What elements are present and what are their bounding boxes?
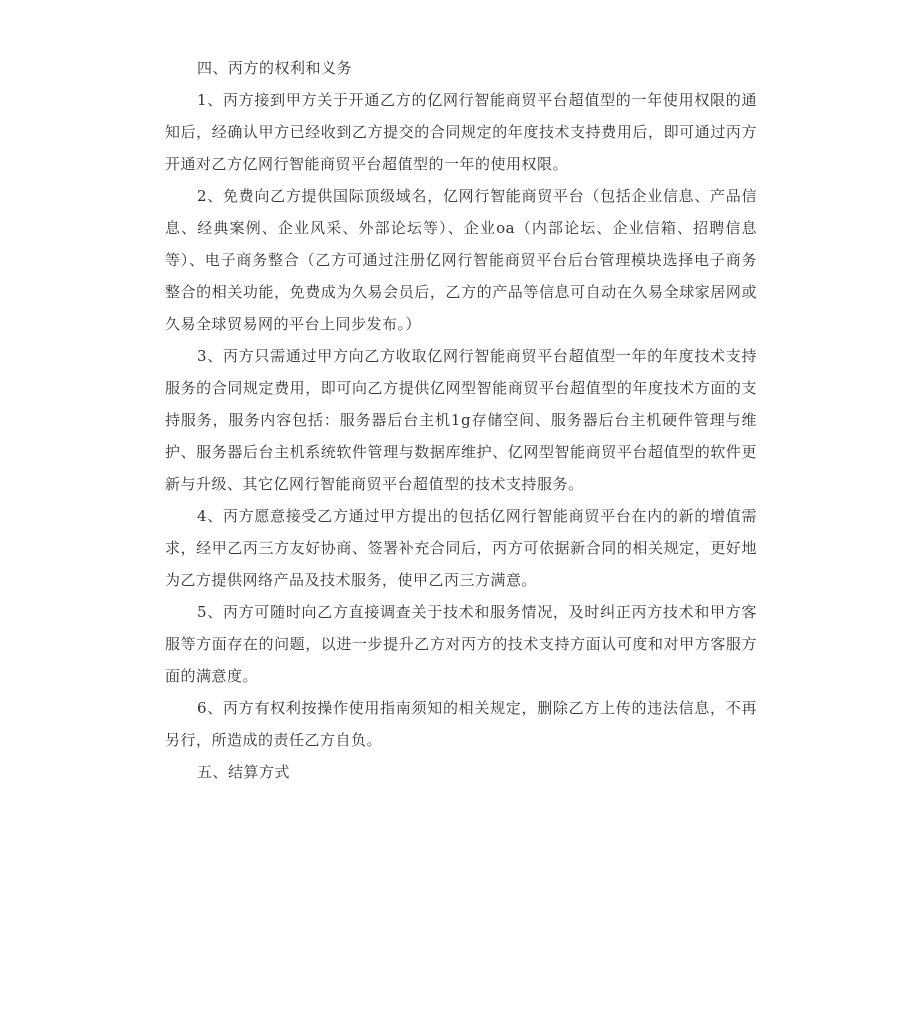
clause-1: 1、丙方接到甲方关于开通乙方的亿网行智能商贸平台超值型的一年使用权限的通知后，经确认甲方已经收到乙方提交的合同规定的年度技术支持费用后，即可通过丙方开通对乙方亿网行智能商贸平台超值型的一年的使用权限。: [165, 91, 757, 173]
section-heading-rights: 四、丙方的权利和义务: [197, 59, 353, 77]
clause-5: 5、丙方可随时向乙方直接调查关于技术和服务情况，及时纠正丙方技术和甲方客服等方面存在的问题，以进一步提升乙方对丙方的技术支持方面认可度和对甲方客服方面的满意度。: [165, 603, 757, 685]
clause-3: 3、丙方只需通过甲方向乙方收取亿网行智能商贸平台超值型一年的年度技术支持服务的合同规定费用，即可向乙方提供亿网型智能商贸平台超值型的年度技术方面的支持服务，服务内容包括：服务器后台主机1g存储空间、服务器后台主机硬件管理与维护、服务器后台主机系统软件管理与数据库维护、亿网型智能商贸平台超值型的软件更新与升级、其它亿网行智能商贸平台超值型的技术支持服务。: [165, 347, 757, 493]
document-body: [165, 52, 757, 788]
clause-4: 4、丙方愿意接受乙方通过甲方提出的包括亿网行智能商贸平台在内的新的增值需求，经甲乙丙三方友好协商、签署补充合同后，丙方可依据新合同的相关规定，更好地为乙方提供网络产品及技术服务，使甲乙丙三方满意。: [165, 507, 757, 589]
clause-6: 6、丙方有权利按操作使用指南须知的相关规定，删除乙方上传的违法信息，不再另行，所造成的责任乙方自负。: [165, 699, 757, 749]
clause-2: 2、免费向乙方提供国际顶级域名，亿网行智能商贸平台（包括企业信息、产品信息、经典案例、企业风采、外部论坛等）、企业oa（内部论坛、企业信箱、招聘信息等）、电子商务整合（乙方可通过注册亿网行智能商贸平台后台管理模块选择电子商务整合的相关功能，免费成为久易会员后，乙方的产品等信息可自动在久易全球家居网或久易全球贸易网的平台上同步发布。）: [165, 187, 757, 333]
section-heading-settlement: 五、结算方式: [197, 763, 291, 781]
